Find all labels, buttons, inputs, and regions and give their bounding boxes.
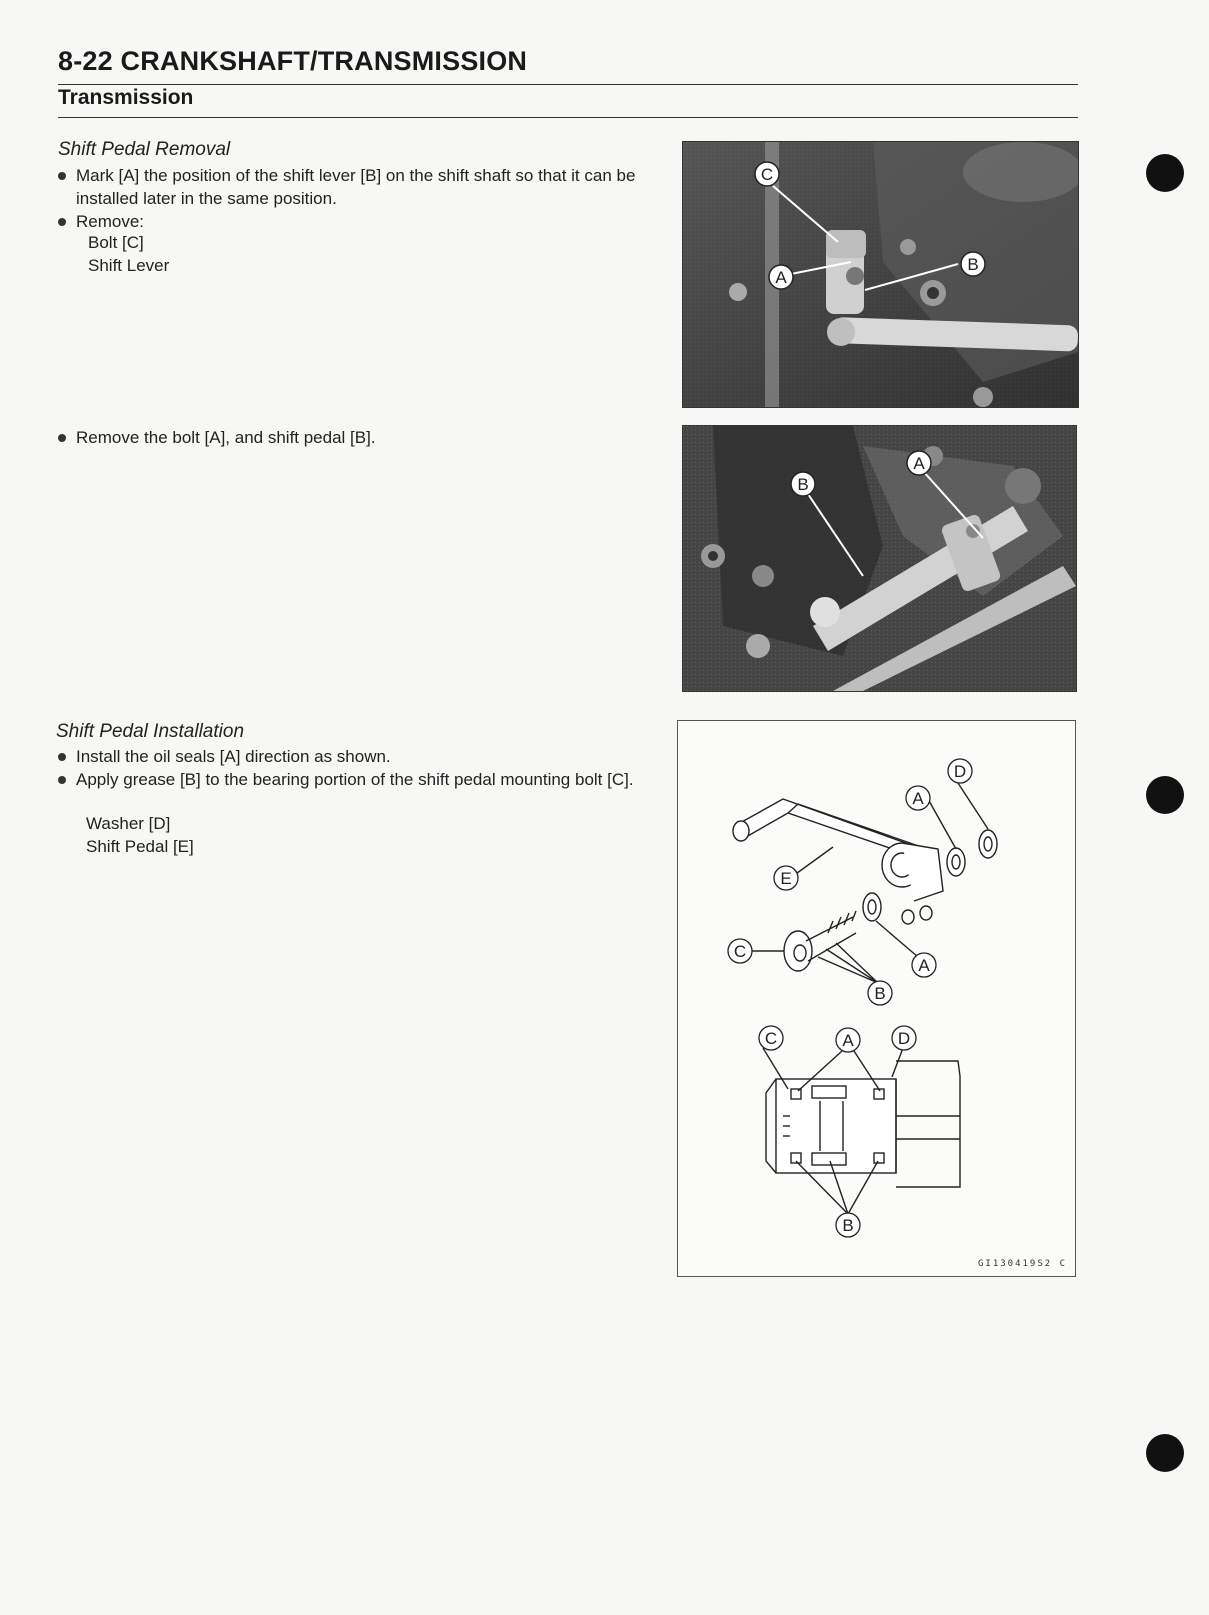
removal-bullet-remove (58, 210, 658, 233)
photo2-callout-b (791, 472, 815, 496)
diagram-callout-c-top (728, 939, 752, 963)
section-rule (58, 117, 1078, 118)
removal-bullet-bolt-pedal-text: Remove the bolt [A], and shift pedal [B]. (76, 428, 376, 447)
installation-item-washer: Washer [D] (86, 814, 171, 833)
diagram-label-b: B (842, 1216, 854, 1235)
photo-shift-lever (682, 141, 1079, 408)
diagram-callout-d-top (948, 759, 972, 783)
photo1-label-b: B (967, 255, 979, 274)
diagram-callout-a-bottom (836, 1028, 860, 1052)
removal-item-bolt: Bolt [C] (88, 233, 144, 252)
diagram-callout-a-top (906, 786, 930, 810)
diagram-callout-b-top (868, 981, 892, 1005)
photo2-callout-a (907, 451, 931, 475)
photo1-callout-b (961, 252, 985, 276)
diagram-label-a: A (912, 789, 924, 808)
diagram-callout-c-bottom (759, 1026, 783, 1050)
binder-hole-bottom (1146, 1434, 1184, 1472)
diagram-shift-pedal-installation (677, 720, 1076, 1277)
section-title: Transmission (58, 86, 194, 109)
diagram-label-c: C (764, 1029, 778, 1048)
photo1-callout-c (755, 162, 779, 186)
installation-bullet-oil-seals-text: Install the oil seals [A] direction as shown. (76, 747, 391, 766)
removal-bullet-mark (58, 164, 658, 210)
bullet-dot (58, 776, 66, 784)
diagram-callout-e (774, 866, 798, 890)
photo2-label-a: A (913, 454, 925, 473)
diagram-label-d: D (897, 1029, 911, 1048)
removal-heading: Shift Pedal Removal (58, 139, 231, 160)
removal-bullet-bolt-pedal (58, 426, 658, 449)
diagram-label-a: A (918, 956, 930, 975)
diagram-label-d: D (953, 762, 967, 781)
diagram-callout-a-mid (912, 953, 936, 977)
installation-bullet-oil-seals (58, 745, 658, 768)
installation-heading: Shift Pedal Installation (56, 721, 245, 742)
photo2-label-b: B (797, 475, 809, 494)
diagram-label-a: A (842, 1031, 854, 1050)
installation-item-shift-pedal: Shift Pedal [E] (86, 837, 194, 856)
removal-bullet-remove-text: Remove: (76, 212, 145, 231)
diagram-code: GI130419S2 C (978, 1259, 1068, 1269)
header-rule (58, 84, 1078, 85)
bullet-dot (58, 218, 66, 226)
photo1-callout-a (769, 265, 793, 289)
removal-bullet-mark-text: Mark [A] the position of the shift lever [B] on the shift shaft so that it can be installed later in the same position. (76, 166, 636, 208)
diagram-label-c: C (733, 942, 747, 961)
diagram-label-b: B (874, 984, 886, 1003)
bullet-dot (58, 172, 66, 180)
installation-bullet-grease (58, 768, 658, 791)
photo-shift-pedal (682, 425, 1077, 692)
photo1-label-c: C (760, 165, 774, 184)
installation-bullet-grease-text: Apply grease [B] to the bearing portion of the shift pedal mounting bolt [C]. (76, 770, 634, 789)
diagram-callout-d-bottom (892, 1026, 916, 1050)
page-title: 8-22 CRANKSHAFT/TRANSMISSION (58, 46, 528, 76)
binder-hole-top (1146, 154, 1184, 192)
bullet-dot (58, 753, 66, 761)
photo1-label-a: A (775, 268, 787, 287)
removal-item-shift-lever: Shift Lever (88, 256, 170, 275)
binder-hole-middle (1146, 776, 1184, 814)
diagram-label-e: E (780, 869, 792, 888)
bullet-dot (58, 434, 66, 442)
diagram-callout-b-bottom (836, 1213, 860, 1237)
